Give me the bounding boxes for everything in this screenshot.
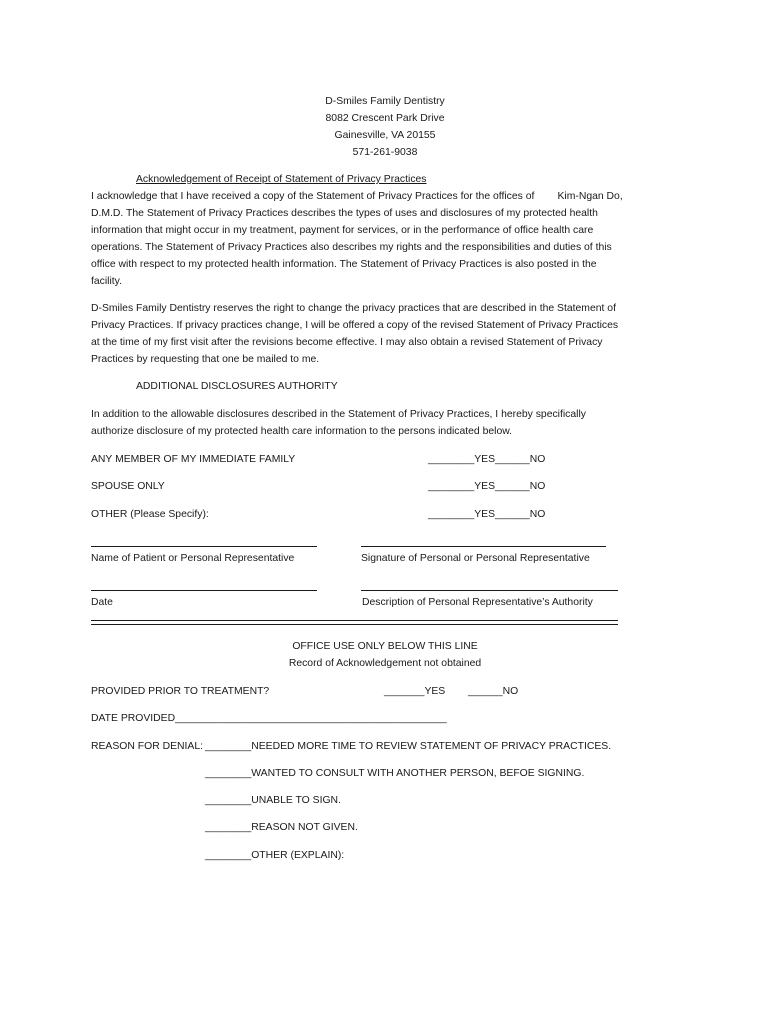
office-use-title: OFFICE USE ONLY BELOW THIS LINE (292, 641, 478, 652)
provided-yes-choice[interactable]: _______YES (384, 686, 446, 697)
disclosure-label-spouse: SPOUSE ONLY (91, 481, 165, 492)
disclosure-label-other: OTHER (Please Specify): (91, 509, 209, 520)
date-label: Date (91, 597, 113, 608)
provided-prior-label: PROVIDED PRIOR TO TREATMENT? (91, 686, 270, 697)
date-line[interactable] (91, 590, 317, 591)
authority-line[interactable] (361, 590, 618, 591)
disclosure-choice-family[interactable]: ________YES______NO (428, 454, 546, 465)
provided-no-choice[interactable]: ______NO (468, 686, 519, 697)
disclosure-choice-other[interactable]: ________YES______NO (428, 509, 546, 520)
patient-name-label: Name of Patient or Personal Representative (91, 553, 295, 564)
paragraph-line: I acknowledge that I have received a copy of the Statement of Privacy Practices for the offices of Kim-Ngan Do, (91, 191, 623, 202)
paragraph-line: Privacy Practices. If privacy practices change, I will be offered a copy of the revised Statement of Privacy Practices (91, 320, 619, 331)
reason-other[interactable]: ________OTHER (EXPLAIN): (205, 850, 345, 861)
patient-name-line[interactable] (91, 546, 317, 547)
paragraph-line: D-Smiles Family Dentistry reserves the right to change the privacy practices that are described in the Statement of (91, 303, 616, 314)
signature-line[interactable] (361, 546, 606, 547)
reason-consult[interactable]: ________WANTED TO CONSULT WITH ANOTHER PERSON, BEFOE SIGNING. (205, 768, 585, 779)
disclosure-choice-spouse[interactable]: ________YES______NO (428, 481, 546, 492)
reason-for-denial-label: REASON FOR DENIAL: (91, 741, 206, 752)
paragraph-line: operations. The Statement of Privacy Practices also describes my rights and the responsibilities and duties of this (91, 242, 612, 253)
address-line-2: Gainesville, VA 20155 (334, 130, 436, 141)
paragraph-line: at the time of my first visit after the revisions become effective. I may also obtain a revised Statement of Privacy (91, 337, 603, 348)
disclosures-heading: ADDITIONAL DISCLOSURES AUTHORITY (136, 381, 338, 392)
reason-not-given[interactable]: ________REASON NOT GIVEN. (205, 822, 358, 833)
paragraph-line: facility. (91, 276, 122, 287)
reason-unable-to-sign[interactable]: ________UNABLE TO SIGN. (205, 795, 341, 806)
paragraph-line: office with respect to my protected health information. The Statement of Privacy Practices is also posted in the (91, 259, 597, 270)
acknowledgement-title: Acknowledgement of Receipt of Statement of Privacy Practices (136, 174, 427, 185)
signature-label: Signature of Personal or Personal Representative (361, 553, 590, 564)
paragraph-line: information that might occur in my treatment, payment for services, or in the performance of office health care (91, 225, 594, 236)
paragraph-line: Practices by requesting that one be mailed to me. (91, 354, 320, 365)
disclosure-label-family: ANY MEMBER OF MY IMMEDIATE FAMILY (91, 454, 296, 465)
practice-name: D-Smiles Family Dentistry (325, 96, 445, 107)
office-use-subtitle: Record of Acknowledgement not obtained (288, 658, 482, 669)
paragraph-line: D.M.D. The Statement of Privacy Practices describes the types of uses and disclosures of my protected health (91, 208, 598, 219)
disclosures-intro-line: In addition to the allowable disclosures described in the Statement of Privacy Practices, I hereby specifically (91, 409, 586, 420)
authority-label: Description of Personal Representative’s Authority (362, 597, 593, 608)
reason-more-time[interactable]: ________NEEDED MORE TIME TO REVIEW STATEMENT OF PRIVACY PRACTICES. (205, 741, 612, 752)
disclosures-intro-line: authorize disclosure of my protected health care information to the persons indicated below. (91, 426, 513, 437)
address-line-1: 8082 Crescent Park Drive (325, 113, 445, 124)
date-provided-field[interactable]: DATE PROVIDED_______________________________________________ (91, 713, 447, 724)
phone-number: 571-261-9038 (352, 147, 418, 158)
section-divider (91, 620, 618, 625)
